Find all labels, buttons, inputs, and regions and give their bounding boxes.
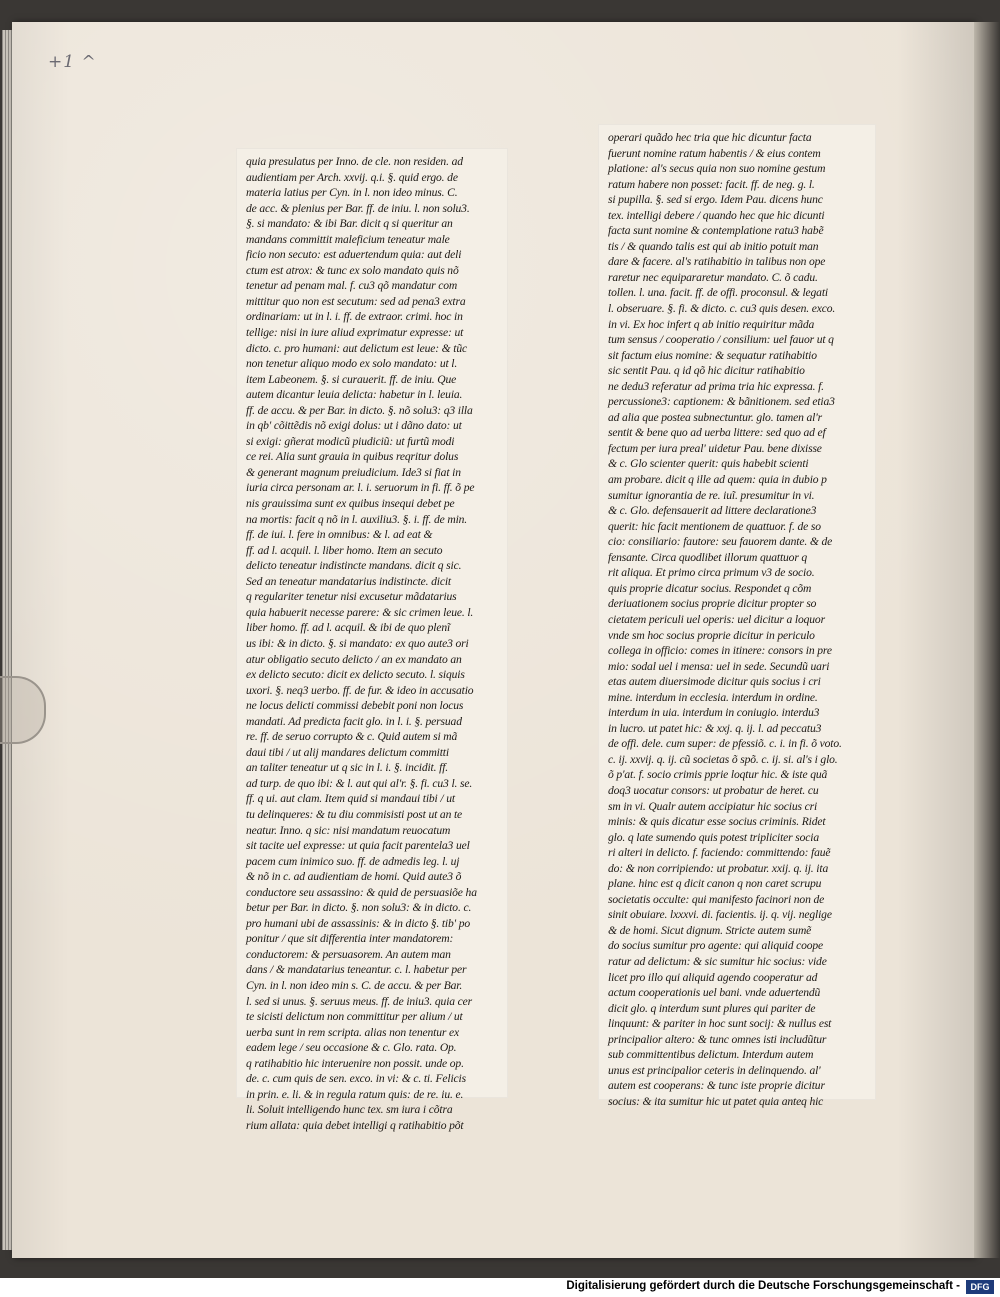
text-line: re. ff. de seruo corrupto & c. Quid autem si mã: [246, 730, 458, 744]
text-line: ficio non secuto: est aduertendum quia: aut deli: [246, 248, 462, 262]
text-line: eadem lege / seu occasione & c. Glo. rata. Op.: [246, 1041, 457, 1055]
text-line: ad turp. de quo ibi: & l. aut qui al'r. §. fi. cu3 l. se.: [246, 776, 473, 790]
text-line: societatis occulte: qui manifesto facinori non de: [608, 892, 825, 906]
text-line: platione: al's secus quia non suo nomine gestum: [608, 162, 826, 176]
text-line: ff. ad l. acquil. l. liber homo. Item an secuto: [246, 543, 443, 557]
text-line: sub committentibus delictum. Interdum autem: [608, 1048, 814, 1062]
text-line: materia latius per Cyn. in l. non ideo minus. C.: [246, 186, 458, 200]
text-line: mandati. Ad predicta facit glo. in l. i. §. persuad: [246, 714, 462, 728]
text-line: autem dicantur leuia delicta: habetur in l. leuia.: [246, 388, 463, 402]
text-line: l. sed si unus. §. seruus meus. ff. de iniu3. quia cer: [246, 994, 473, 1008]
text-line: sumitur ignorantia de re. iuĩ. presumitur in vi.: [608, 488, 815, 502]
text-line: ad alia que postea subnectuntur. glo. tamen al'r: [608, 410, 822, 424]
text-line: ratur ad delictum: & sic sumitur hic socius: vide: [608, 954, 827, 968]
text-line: tollen. l. una. facit. ff. de offi. proconsul. & legati: [608, 286, 828, 300]
text-line: tu delinqueres: & tu diu commisisti post ut an te: [246, 807, 463, 821]
text-line: fectum per iura preal' uidetur Pau. bene dixisse: [608, 441, 822, 455]
text-line: sentit & bene quo ad uerba littere: sed quo ad ef: [608, 426, 826, 440]
text-line: conductorem: & persuasorem. An autem man: [246, 947, 451, 961]
text-line: etas autem diuersimode dicitur quis socius i cri: [608, 675, 821, 689]
text-line: mio: sodal uel i mensa: uel in sede. Secundũ uari: [608, 659, 830, 673]
text-line: de acc. & plenius per Bar. ff. de iniu. l. non solu3.: [246, 201, 470, 215]
text-line: tis / & quando talis est qui ab initio potuit man: [608, 239, 819, 253]
page: [12, 22, 974, 1258]
text-line: percussione3: captionem: & bãnitionem. sed etia3: [608, 395, 835, 409]
text-column-right: [598, 124, 876, 1108]
text-line: daui tibi / ut alij mandares delictum committi: [246, 745, 449, 759]
text-line: dare & facere. al's ratihabitio in talibus non ope: [608, 255, 826, 269]
text-line: c. ij. xxvij. q. ij. cũ societas õ spõ. c. ij. si. al's i glo.: [608, 752, 838, 766]
text-line: am probare. dicit q ille ad quem: quia in dubio p: [608, 473, 827, 487]
text-line: sit factum eius nomine: & sequatur ratihabitio: [608, 348, 817, 362]
text-line: na mortis: facit q nõ in l. auxiliu3. §. i. ff. de min.: [246, 512, 468, 526]
text-line: rit aliqua. Et primo circa primum v3 de socio.: [608, 566, 815, 580]
text-line: Sed an teneatur mandatarius indistincte. dicit: [246, 574, 451, 588]
text-line: pacem cum inimico suo. ff. de admedis leg. l. uj: [246, 854, 460, 868]
text-line: raretur nec equipararetur mandato. C. õ cadu.: [608, 270, 818, 284]
text-line: cio: consiliario: fautore: seu fauorem dante. & de: [608, 535, 833, 549]
text-line: de. c. cum quis de sen. exco. in vi: & c. ti. Felicis: [246, 1072, 466, 1086]
dfg-logo: DFG: [966, 1280, 994, 1294]
text-line: minis: & quis dicatur esse socius criminis. Ridet: [608, 815, 826, 829]
text-line: õ p'at. f. socio crimis pprie loqtur hic. & iste quã: [608, 768, 828, 782]
text-line: operari quãdo hec tria que hic dicuntur facta: [608, 131, 812, 144]
text-line: si pupilla. §. sed si ergo. Idem Pau. dicens hunc: [608, 193, 823, 207]
text-line: de offi. dele. cum super: de pfessiõ. c. i. in fi. õ voto.: [608, 737, 842, 751]
text-line: li. Soluit intelligendo hunc tex. sm iura i cõtra: [246, 1103, 453, 1117]
text-line: an taliter teneatur ut q sic in l. i. §. incidit. ff.: [246, 761, 449, 775]
text-line: ff. q ui. aut clam. Item quid si mandaui tibi / ut: [246, 792, 455, 806]
text-line: dicit glo. q interdum sunt plures qui pariter de: [608, 1001, 816, 1015]
text-line: betur per Bar. in dicto. §. non solu3: & in dicto. c.: [246, 901, 472, 915]
text-line: quis proprie dicatur socius. Respondet q cõm: [608, 581, 812, 595]
text-line: cietatem periculi uel operis: uel dicitur a loquor: [608, 612, 825, 626]
footer-bar: [0, 1278, 1000, 1297]
text-line: pro humani ubi de assassinis: & in dicto §. tib' po: [246, 916, 471, 930]
text-line: facta sunt nomine & contemplatione ratu3 habẽ: [608, 224, 824, 238]
text-line: ff. de accu. & per Bar. in dicto. §. nõ solu3: q3 illa: [246, 403, 473, 417]
text-line: autem est cooperans: & tunc iste proprie dicitur: [608, 1079, 825, 1093]
text-line: & c. Glo scienter querit: quis habebit scienti: [608, 457, 809, 471]
text-line: rium allata: quia debet intelligi q ratihabitio põt: [246, 1118, 464, 1132]
text-line: q ratihabitio hic interuenire non possit. unde op.: [246, 1056, 464, 1070]
text-line: principalior altero: & tunc omnes isti includũtur: [608, 1032, 827, 1046]
text-line: ctum est atrox: & tunc ex solo mandato quis nõ: [246, 263, 459, 277]
page-right-edge: [974, 22, 1000, 1258]
text-line: & generant magnum preiudicium. Ide3 si fiat in: [246, 465, 461, 479]
text-line: dans / & mandatarius teneantur. c. l. habetur per: [246, 963, 467, 977]
text-line: ponitur / que sit differentia inter mandatorem:: [246, 932, 454, 946]
text-line: te sicisti delictum non committitur per alium / ut: [246, 1010, 463, 1024]
text-line: & c. Glo. defensauerit ad littere declaratione3: [608, 504, 817, 518]
text-line: ce rei. Alia sunt grauia in quibus reqritur dolus: [246, 450, 459, 464]
text-line: in prin. e. li. & in regula ratum quis: de re. iu. e.: [246, 1087, 464, 1101]
text-line: tum sensus / cooperatio / consilium: uel fauor ut q: [608, 333, 834, 347]
text-line: sit tacite uel expresse: ut quia facit parentela3 uel: [246, 839, 470, 853]
text-line: mandans committit maleficium teneatur male: [246, 232, 450, 246]
text-line: audientiam per Arch. xxvij. q.i. §. quid ergo. de: [246, 170, 458, 184]
text-line: uerba sunt in rem scripta. alias non tenentur ex: [246, 1025, 459, 1039]
text-line: actum cooperationis uel bani. vnde aduertendũ: [608, 986, 821, 1000]
text-line: ratum habere non posset: facit. ff. de neg. g. l.: [608, 177, 815, 191]
pencil-mark: +1 ^: [48, 52, 97, 72]
text-line: tenetur ad penam mal. f. cu3 qõ mandatur com: [246, 279, 458, 293]
text-line: si exigi: gñerat modicũ piudiciũ: ut furtũ modi: [246, 434, 455, 448]
text-line: neatur. Inno. q sic: nisi mandatum reuocatum: [246, 823, 451, 837]
footer-credit: Digitalisierung gefördert durch die Deutsche Forschungsgemeinschaft -: [566, 1280, 960, 1292]
text-line: quia habuerit necesse parere: & sic crimen leue. l.: [246, 605, 474, 619]
text-line: ex delicto secuto: dicit ex delicto secuto. l. siquis: [246, 668, 465, 682]
text-line: querit: hic facit mentionem de quattuor. f. de so: [608, 519, 821, 533]
text-line: sm in vi. Qualr autem accipiatur hic socius cri: [608, 799, 818, 813]
text-line: plane. hinc est q dicit canon q non caret scrupu: [608, 877, 822, 891]
text-line: sinit obuiare. lxxxvi. di. facientis. ij. q. vij. neglige: [608, 908, 832, 922]
text-line: in lucro. ut patet hic: & xxj. q. ij. l. ad peccatu3: [608, 721, 822, 735]
text-line: liber homo. ff. ad l. acquil. & ibi de quo plenĩ: [246, 621, 451, 635]
text-line: deriuationem socius proprie dicitur propter so: [608, 597, 817, 611]
text-line: nis grauissima sunt ex quibus insequi debet pe: [246, 497, 455, 511]
text-line: do socius sumitur pro agente: qui aliquid coope: [608, 939, 824, 953]
text-line: tex. intelligi debere / quando hec que hic dicunti: [608, 208, 825, 222]
text-line: quia presulatus per Inno. de cle. non residen. ad: [246, 155, 463, 168]
text-line: collega in officio: comes in itinere: consors in pre: [608, 644, 832, 658]
text-line: l. obseruare. §. fi. & dicto. c. cu3 quis desen. exco.: [608, 302, 836, 316]
text-line: iuria circa personam ar. l. i. seruorum in fi. ff. õ pe: [246, 481, 475, 495]
text-line: ne dedu3 referatur ad prima tria hic expressa. f.: [608, 379, 824, 393]
column-left-lines: [246, 154, 502, 1133]
text-line: unus est principalior ceteris in delinquendo. al': [608, 1063, 821, 1077]
text-line: sic sentit Pau. q id qõ hic dicitur ratihabitio: [608, 364, 805, 378]
text-line: do: & non corripiendo: ut probatur. xxij. q. ij. ita: [608, 861, 829, 875]
text-line: q regulariter tenetur nisi excusetur mãdatarius: [246, 590, 457, 604]
text-line: vnde sm hoc socius proprie dicitur in periculo: [608, 628, 815, 642]
text-line: us ibi: & in dicto. §. si mandato: ex quo aute3 ori: [246, 636, 469, 650]
text-line: socius: & ita sumitur hic ut patet quia anteq hic: [608, 1094, 824, 1108]
text-line: ne locus delicti commissi debebit poni non locus: [246, 699, 464, 713]
text-line: & nõ in c. ad audientiam de homi. Quid aute3 õ: [246, 870, 462, 884]
text-line: uxori. §. neq3 uerbo. ff. de fur. & ideo in accusatio: [246, 683, 474, 697]
text-line: mine. interdum in ecclesia. interdum in ordine.: [608, 690, 818, 704]
text-line: interdum in uia. interdum in coniugio. interdu3: [608, 706, 820, 720]
text-line: delicto teneatur indistincte mandans. dicit q sic.: [246, 559, 462, 573]
text-line: ff. de iui. l. fere in omnibus: & l. ad eat &: [246, 528, 433, 542]
text-line: ri alteri in delicto. f. faciendo: committendo: fauẽ: [608, 846, 831, 860]
text-line: ordinariam: ut in l. i. ff. de extraor. crimi. hoc in: [246, 310, 463, 324]
text-line: conductore seu assassino: & quid de persuasiõe ha: [246, 885, 477, 899]
text-line: tellige: nisi in iure aliud exprimatur expresse: ut: [246, 326, 464, 340]
text-line: glo. q late sumendo quis potest tripliciter socia: [608, 830, 819, 844]
text-column-left: [236, 148, 508, 1132]
text-line: Cyn. in l. non ideo min s. C. de accu. & per Bar.: [246, 978, 463, 992]
text-line: mittitur quo non est secutum: sed ad pena3 extra: [246, 294, 466, 308]
text-line: §. si mandato: & ibi Bar. dicit q si queritur an: [246, 217, 453, 231]
column-right-lines: [608, 130, 870, 1109]
text-line: linquunt: & pariter in hoc sunt socij: & nullus est: [608, 1017, 832, 1031]
text-line: fensante. Circa quodlibet illorum quattuor q: [608, 550, 808, 564]
text-line: non tenetur aliquo modo ex solo mandato: ut l.: [246, 357, 458, 371]
text-line: in vi. Ex hoc infert q ab initio requiritur mãda: [608, 317, 815, 331]
text-line: atur obligatio secuto delicto / an ex mandato an: [246, 652, 462, 666]
text-line: dicto. c. pro humani: aut delictum est leue: & tũc: [246, 341, 467, 355]
text-line: in qb' cõittẽdis nõ exigi dolus: ut i dãno dato: ut: [246, 419, 462, 433]
text-line: doq3 uocatur consors: ut probatur de heret. cu: [608, 783, 819, 797]
text-line: & de homi. Sicut dignum. Stricte autem sumẽ: [608, 923, 812, 937]
text-line: fuerunt nomine ratum habentis / & eius contem: [608, 146, 821, 160]
text-line: item Labeonem. §. si curauerit. ff. de iniu. Que: [246, 372, 457, 386]
text-line: licet pro illo qui aliquid agendo cooperatur ad: [608, 970, 818, 984]
